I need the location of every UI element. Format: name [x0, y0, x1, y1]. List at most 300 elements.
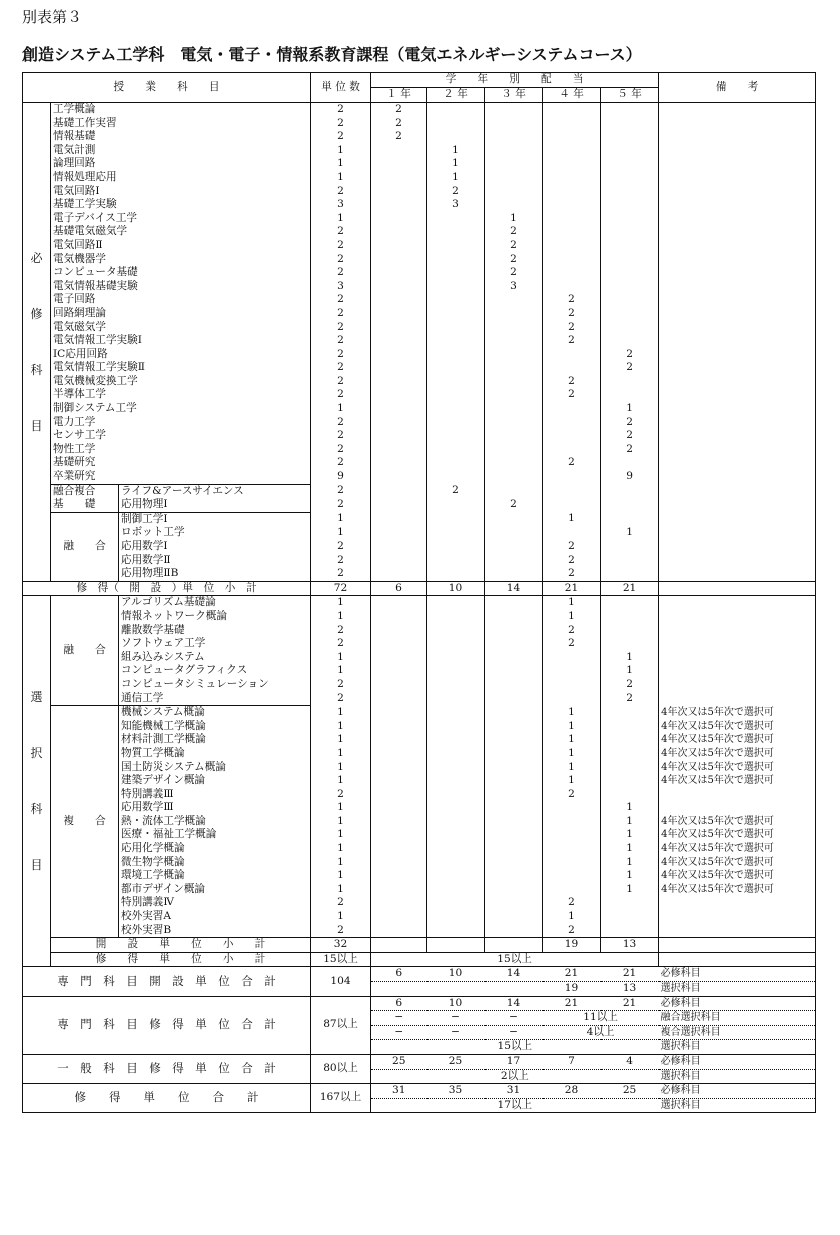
- subject-name: 熱・流体工学概論: [119, 815, 311, 829]
- year-cell: [543, 801, 601, 815]
- year-cell: [371, 443, 427, 457]
- subject-name: 組み込みシステム: [119, 651, 311, 665]
- remark-cell: 選択科目: [659, 982, 816, 997]
- remark-cell: [659, 103, 816, 117]
- year-cell: 14: [485, 967, 543, 982]
- year-cell: 1: [543, 747, 601, 761]
- table-row: [23, 348, 816, 362]
- table-row: [23, 157, 816, 171]
- span-cell: 2以上: [371, 1069, 659, 1084]
- year-cell: [543, 280, 601, 294]
- year-cell: 2: [485, 239, 543, 253]
- year-cell: 1: [427, 144, 485, 158]
- year-cell: [427, 498, 485, 512]
- year-cell: [371, 293, 427, 307]
- remark-cell: [659, 348, 816, 362]
- year-cell: [371, 266, 427, 280]
- year-cell: [427, 801, 485, 815]
- credit-cell: 2: [311, 103, 371, 117]
- year-cell: [371, 416, 427, 430]
- year-header: ４ 年: [543, 88, 601, 103]
- year-cell: [427, 896, 485, 910]
- year-cell: 10: [427, 967, 485, 982]
- year-cell: 1: [601, 842, 659, 856]
- year-cell: 1: [601, 402, 659, 416]
- year-cell: [485, 896, 543, 910]
- year-cell: [601, 117, 659, 131]
- yugo-label: 融 合: [51, 596, 119, 706]
- year-cell: [427, 664, 485, 678]
- grand_total-credits: 167以上: [311, 1084, 371, 1113]
- remark-cell: 選択科目: [659, 1040, 816, 1055]
- year-cell: [485, 334, 543, 348]
- subject-name: 卒業研究: [51, 470, 311, 484]
- year-cell: 10: [427, 996, 485, 1011]
- year-cell: [371, 456, 427, 470]
- subject-name: 電気情報工学実験Ⅰ: [51, 334, 311, 348]
- year-cell: [371, 720, 427, 734]
- year-cell: 1: [543, 720, 601, 734]
- year-cell: 1: [601, 828, 659, 842]
- year-cell: [427, 815, 485, 829]
- year-cell: 35: [427, 1084, 485, 1099]
- credit-cell: 1: [311, 144, 371, 158]
- year-cell: 6: [371, 967, 427, 982]
- year-cell: 2: [543, 554, 601, 568]
- year-cell: [485, 692, 543, 706]
- credit-cell: 2: [311, 924, 371, 938]
- credit-cell: 2: [311, 678, 371, 692]
- document-title: 創造システム工学科 電気・電子・情報系教育課程（電気エネルギーシステムコース）: [22, 45, 642, 64]
- year-cell: 19: [543, 982, 601, 997]
- year-cell: [601, 624, 659, 638]
- credit-cell: 2: [311, 456, 371, 470]
- year-cell: 1: [601, 869, 659, 883]
- year-cell: [485, 733, 543, 747]
- credit-cell: 1: [311, 733, 371, 747]
- year-cell: 2: [543, 637, 601, 651]
- remark-cell: [659, 402, 816, 416]
- table-row: [23, 596, 816, 610]
- remark-cell: 4年次又は5年次で選択可: [659, 828, 816, 842]
- general_total-credits: 80以上: [311, 1054, 371, 1083]
- year-cell: [543, 815, 601, 829]
- credit-cell: 2: [311, 375, 371, 389]
- subject-name: コンピュータグラフィクス: [119, 664, 311, 678]
- credit-cell: 1: [311, 761, 371, 775]
- year-cell: 2: [601, 361, 659, 375]
- year-cell: [543, 692, 601, 706]
- year-subtotal: 21: [601, 581, 659, 596]
- year-cell: [485, 402, 543, 416]
- table-row: [23, 388, 816, 402]
- table-row: [23, 375, 816, 389]
- remark-cell: [659, 416, 816, 430]
- year-cell: [371, 567, 427, 581]
- credit-cell: 2: [311, 361, 371, 375]
- remark-cell: [659, 470, 816, 484]
- subject-name: IC応用回路: [51, 348, 311, 362]
- table-row: [23, 910, 816, 924]
- remark-cell: 4年次又は5年次で選択可: [659, 733, 816, 747]
- year-cell: 1: [601, 651, 659, 665]
- table-row: [23, 624, 816, 638]
- subject-name: 校外実習B: [119, 924, 311, 938]
- year-cell: 1: [601, 526, 659, 540]
- year-cell: −: [485, 1025, 543, 1040]
- subject-name: 電気計測: [51, 144, 311, 158]
- year-cell: 1: [543, 733, 601, 747]
- subject-name: 物質工学概論: [119, 747, 311, 761]
- table-row: [23, 733, 816, 747]
- year-cell: [371, 856, 427, 870]
- year-cell: 2: [427, 185, 485, 199]
- year-cell: [427, 266, 485, 280]
- credit-cell: 2: [311, 554, 371, 568]
- year-cell: [371, 144, 427, 158]
- credit-cell: 2: [311, 637, 371, 651]
- year-cell: 2: [371, 117, 427, 131]
- year-cell: [371, 185, 427, 199]
- year-cell: [371, 484, 427, 498]
- year-cell: [485, 774, 543, 788]
- year-cell: [371, 321, 427, 335]
- year-cell: [485, 348, 543, 362]
- year-cell: [371, 239, 427, 253]
- year-cell: 25: [601, 1084, 659, 1099]
- table-row: [23, 815, 816, 829]
- year-cell: [543, 526, 601, 540]
- year-cell: [485, 624, 543, 638]
- remark-cell: 選択科目: [659, 1098, 816, 1113]
- year-cell: [371, 470, 427, 484]
- table-row: [23, 828, 816, 842]
- year-cell: [601, 239, 659, 253]
- year-cell: 2: [601, 678, 659, 692]
- subject-name: 材料計測工学概論: [119, 733, 311, 747]
- year-cell: [543, 117, 601, 131]
- year-subtotal: 14: [485, 581, 543, 596]
- table-row: [23, 456, 816, 470]
- subtotal-row: [23, 938, 816, 953]
- year-cell: [485, 117, 543, 131]
- subject-name: 校外実習A: [119, 910, 311, 924]
- elective-open-label: 開 設 単 位 小 計: [51, 938, 311, 953]
- required-subtotal-label: 修 得（ 開 設 ）単 位 小 計: [23, 581, 311, 596]
- credit-cell: 2: [311, 334, 371, 348]
- year-cell: [543, 883, 601, 897]
- year-subtotal: 13: [601, 938, 659, 953]
- year-cell: [543, 402, 601, 416]
- span-cell: 11以上: [543, 1011, 659, 1026]
- remark-cell: [659, 171, 816, 185]
- year-cell: [485, 938, 543, 953]
- year-cell: 2: [485, 498, 543, 512]
- year-cell: [427, 402, 485, 416]
- remark-cell: [659, 526, 816, 540]
- subject-name: 電気機械変換工学: [51, 375, 311, 389]
- subject-name: 制御システム工学: [51, 402, 311, 416]
- table-row: [23, 512, 816, 526]
- year-cell: [371, 402, 427, 416]
- credit-cell: 2: [311, 307, 371, 321]
- year-cell: [543, 266, 601, 280]
- year-cell: [371, 883, 427, 897]
- year-cell: [485, 747, 543, 761]
- remark-cell: [659, 581, 816, 596]
- table-row: [23, 144, 816, 158]
- remark-cell: [659, 484, 816, 498]
- year-cell: [485, 361, 543, 375]
- remark-cell: [659, 117, 816, 131]
- elective-earn-span: 15以上: [371, 952, 659, 967]
- year-cell: [427, 747, 485, 761]
- remark-cell: 必修科目: [659, 967, 816, 982]
- year-cell: 13: [601, 982, 659, 997]
- year-cell: [371, 842, 427, 856]
- year-cell: 2: [543, 896, 601, 910]
- table-row: [23, 321, 816, 335]
- remark-cell: [659, 924, 816, 938]
- subject-name: 通信工学: [119, 692, 311, 706]
- year-cell: [601, 388, 659, 402]
- year-cell: 21: [601, 996, 659, 1011]
- year-cell: 2: [485, 225, 543, 239]
- year-cell: 3: [427, 198, 485, 212]
- year-cell: [601, 747, 659, 761]
- year-cell: [427, 982, 485, 997]
- year-cell: [371, 212, 427, 226]
- subtotal-row: [23, 952, 816, 967]
- year-cell: [427, 692, 485, 706]
- subject-name: 建築デザイン概論: [119, 774, 311, 788]
- year-cell: [485, 910, 543, 924]
- year-cell: [601, 321, 659, 335]
- table-row: [23, 664, 816, 678]
- subject-name: ロボット工学: [119, 526, 311, 540]
- subject-name: 国土防災システム概論: [119, 761, 311, 775]
- subject-name: センサ工学: [51, 429, 311, 443]
- year-cell: [371, 348, 427, 362]
- year-cell: [601, 788, 659, 802]
- year-cell: [427, 651, 485, 665]
- year-cell: [427, 334, 485, 348]
- year-cell: 1: [601, 856, 659, 870]
- table-row: [23, 678, 816, 692]
- year-header: ３ 年: [485, 88, 543, 103]
- remark-cell: [659, 801, 816, 815]
- table-row: [23, 774, 816, 788]
- remark-cell: 4年次又は5年次で選択可: [659, 761, 816, 775]
- year-cell: [371, 788, 427, 802]
- curriculum-table: [22, 72, 816, 1113]
- remark-cell: [659, 498, 816, 512]
- subject-name: 電気磁気学: [51, 321, 311, 335]
- subject-name: コンピュータシミュレーション: [119, 678, 311, 692]
- remark-cell: [659, 456, 816, 470]
- subject-name: 工学概論: [51, 103, 311, 117]
- span-cell: 17以上: [371, 1098, 659, 1113]
- year-cell: [543, 198, 601, 212]
- year-cell: 2: [543, 540, 601, 554]
- year-cell: [371, 512, 427, 526]
- year-cell: [485, 856, 543, 870]
- remark-cell: [659, 651, 816, 665]
- year-cell: [543, 144, 601, 158]
- remark-cell: [659, 624, 816, 638]
- yugo-label: 融 合: [51, 512, 119, 581]
- remark-cell: 4年次又は5年次で選択可: [659, 720, 816, 734]
- year-cell: [427, 103, 485, 117]
- fukugo-kiso-label: 融合複合 基 礎: [51, 484, 119, 512]
- year-cell: 2: [543, 334, 601, 348]
- remark-cell: [659, 910, 816, 924]
- remark-cell: 4年次又は5年次で選択可: [659, 842, 816, 856]
- remark-cell: 4年次又は5年次で選択可: [659, 774, 816, 788]
- table-row: [23, 198, 816, 212]
- year-cell: [427, 456, 485, 470]
- year-cell: 2: [371, 130, 427, 144]
- table-row: [23, 470, 816, 484]
- year-cell: 2: [543, 456, 601, 470]
- year-cell: [371, 982, 427, 997]
- year-cell: 3: [485, 280, 543, 294]
- year-cell: [427, 526, 485, 540]
- credit-cell: 2: [311, 266, 371, 280]
- year-cell: [371, 253, 427, 267]
- year-cell: [485, 637, 543, 651]
- remark-cell: [659, 321, 816, 335]
- remark-cell: 融合選択科目: [659, 1011, 816, 1026]
- credit-cell: 2: [311, 253, 371, 267]
- table-row: [23, 212, 816, 226]
- year-cell: 17: [485, 1054, 543, 1069]
- table-row: [23, 651, 816, 665]
- table-row: [23, 429, 816, 443]
- subject-name: 物性工学: [51, 443, 311, 457]
- year-subtotal: 19: [543, 938, 601, 953]
- year-cell: [371, 938, 427, 953]
- year-cell: [371, 198, 427, 212]
- subject-name: 離散数学基礎: [119, 624, 311, 638]
- table-row: [23, 334, 816, 348]
- year-cell: [601, 924, 659, 938]
- year-cell: [543, 212, 601, 226]
- remark-cell: [659, 637, 816, 651]
- year-cell: [543, 253, 601, 267]
- credit-cell: 1: [311, 869, 371, 883]
- year-cell: [543, 869, 601, 883]
- year-cell: [485, 157, 543, 171]
- year-cell: [427, 388, 485, 402]
- year-cell: [371, 637, 427, 651]
- year-cell: [427, 733, 485, 747]
- table-row: [23, 610, 816, 624]
- table-row: [23, 402, 816, 416]
- remark-cell: [659, 952, 816, 967]
- year-cell: [601, 198, 659, 212]
- table-row: [23, 498, 816, 512]
- year-cell: [485, 144, 543, 158]
- year-cell: 2: [601, 348, 659, 362]
- remark-cell: 4年次又は5年次で選択可: [659, 856, 816, 870]
- year-cell: [601, 225, 659, 239]
- year-cell: [601, 910, 659, 924]
- subject-name: 環境工学概論: [119, 869, 311, 883]
- credit-cell: 2: [311, 498, 371, 512]
- year-cell: [427, 869, 485, 883]
- year-cell: [371, 610, 427, 624]
- subject-name: 応用物理ⅡB: [119, 567, 311, 581]
- remark-cell: [659, 375, 816, 389]
- credit-cell: 3: [311, 280, 371, 294]
- remark-cell: [659, 788, 816, 802]
- year-cell: [427, 883, 485, 897]
- year-cell: [543, 225, 601, 239]
- year-cell: [427, 596, 485, 610]
- remark-cell: 必修科目: [659, 1084, 816, 1099]
- remark-cell: 選択科目: [659, 1069, 816, 1084]
- year-cell: [543, 443, 601, 457]
- year-cell: [601, 280, 659, 294]
- year-cell: [427, 470, 485, 484]
- credit-cell: 9: [311, 470, 371, 484]
- year-cell: [371, 334, 427, 348]
- year-cell: [485, 130, 543, 144]
- year-cell: 2: [485, 253, 543, 267]
- year-cell: [371, 692, 427, 706]
- year-cell: [371, 747, 427, 761]
- elective-group-label: 選 択 科 目: [23, 596, 51, 967]
- remark-cell: [659, 307, 816, 321]
- year-cell: [601, 706, 659, 720]
- year-cell: [371, 910, 427, 924]
- year-cell: [427, 348, 485, 362]
- credit-cell: 1: [311, 526, 371, 540]
- table-row: [23, 869, 816, 883]
- year-cell: 2: [543, 293, 601, 307]
- credit-cell: 1: [311, 856, 371, 870]
- year-cell: [427, 212, 485, 226]
- year-cell: 1: [427, 171, 485, 185]
- remark-cell: [659, 293, 816, 307]
- required-group-label: 必 修 科 目: [23, 103, 51, 582]
- remark-cell: [659, 185, 816, 199]
- year-cell: 1: [601, 883, 659, 897]
- year-cell: [485, 610, 543, 624]
- credit-cell: 1: [311, 828, 371, 842]
- year-cell: [371, 554, 427, 568]
- table-row: [23, 842, 816, 856]
- table-row: [23, 225, 816, 239]
- table-row: [23, 130, 816, 144]
- remark-cell: 複合選択科目: [659, 1025, 816, 1040]
- year-cell: [601, 896, 659, 910]
- year-cell: [601, 596, 659, 610]
- subject-name: 医療・福祉工学概論: [119, 828, 311, 842]
- year-cell: −: [485, 1011, 543, 1026]
- subject-name: 電気機器学: [51, 253, 311, 267]
- year-cell: [427, 225, 485, 239]
- year-cell: [485, 293, 543, 307]
- year-cell: [543, 157, 601, 171]
- remark-cell: [659, 225, 816, 239]
- year-cell: 1: [601, 815, 659, 829]
- year-cell: 2: [427, 484, 485, 498]
- year-cell: [485, 761, 543, 775]
- table-row: [23, 185, 816, 199]
- year-cell: 31: [371, 1084, 427, 1099]
